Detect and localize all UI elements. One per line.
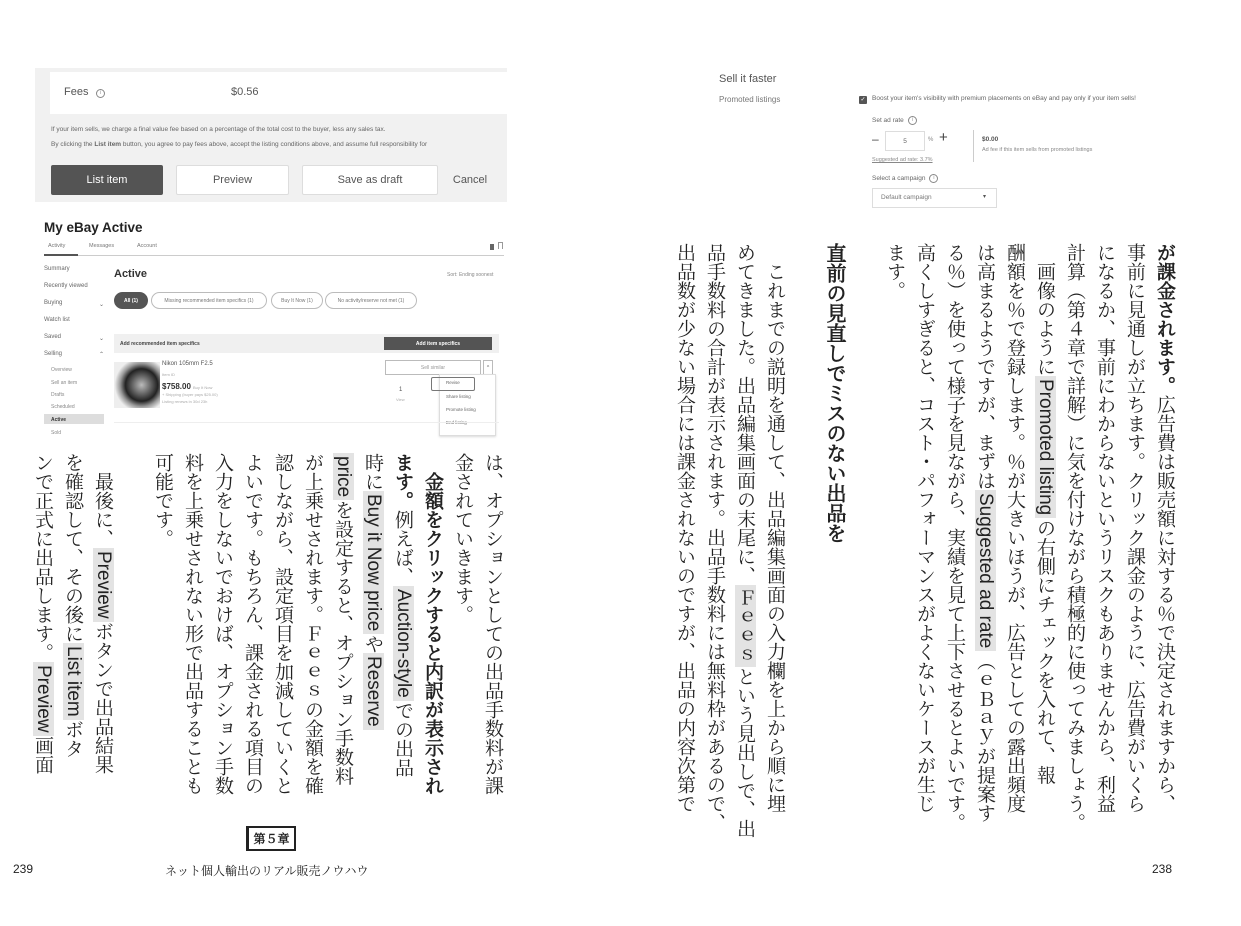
banner-text: Add recommended item specifics xyxy=(120,341,200,347)
text-run: を確認して、その後に xyxy=(62,453,84,643)
tab-messages[interactable]: Messages xyxy=(89,243,115,249)
text-run: 入力をしないでおけば、オプション手数 xyxy=(212,453,234,795)
text-column xyxy=(910,243,940,813)
text-column xyxy=(118,453,148,783)
campaign-select[interactable] xyxy=(872,188,997,208)
text-column xyxy=(970,243,1000,823)
text-run xyxy=(422,453,444,472)
recommended-specifics-banner xyxy=(114,334,499,353)
text-run: 例えば、 xyxy=(392,510,414,586)
text-run: 料を上乗せされない形で出品することも xyxy=(182,453,204,795)
text-column xyxy=(760,243,790,813)
tab-divider xyxy=(44,255,504,256)
promoted-listings-label: Promoted listings xyxy=(719,95,781,104)
cancel-button[interactable]: Cancel xyxy=(452,174,488,186)
menu-item-end-listing[interactable]: End listing xyxy=(446,420,467,425)
fees-label: Fees xyxy=(64,86,89,98)
tab-account[interactable]: Account xyxy=(137,243,157,249)
text-run: での出品 xyxy=(392,700,414,777)
list-item-button[interactable]: List item xyxy=(51,165,163,195)
ui-term-highlight: Reserve xyxy=(363,653,384,730)
text-run: ンで正式に出品します。 xyxy=(32,453,54,662)
text-run: や xyxy=(362,634,384,654)
bold-emphasis: が課金されます。 xyxy=(1154,243,1176,395)
section-heading: Active xyxy=(114,268,148,280)
running-title: ネット個人輸出のリアル販売ノウハウ xyxy=(165,864,369,878)
text-column xyxy=(790,243,820,791)
text-run: が上乗せされます。Ｆｅｅｓの金額を確 xyxy=(302,453,324,795)
text-column xyxy=(58,453,88,783)
text-run: 高くしすぎると、コスト・パフォーマンスがよくないケースが生じ xyxy=(914,243,936,813)
sort-dropdown[interactable]: Sort: Ending soonest xyxy=(447,272,494,278)
text-run: 認しながら、設定項目を加減していくと xyxy=(272,453,294,795)
text-column xyxy=(328,453,358,786)
listing-fees-screenshot xyxy=(35,68,507,202)
tab-activity[interactable]: Activity xyxy=(48,243,66,249)
ad-rate-label xyxy=(872,116,917,125)
text-column xyxy=(298,453,328,795)
promoted-listings-screenshot xyxy=(705,68,1195,218)
text-run: ます。 xyxy=(884,243,906,300)
sidebar-item-saved[interactable]: Saved xyxy=(44,334,62,340)
save-draft-button[interactable]: Save as draft xyxy=(302,165,438,195)
text-column xyxy=(148,453,178,783)
chevron-down-icon[interactable]: ⌄ xyxy=(99,336,105,342)
chevron-up-icon[interactable]: ⌃ xyxy=(99,352,105,358)
text-column xyxy=(88,453,118,783)
text-column xyxy=(1030,243,1060,791)
notice-bold: List item xyxy=(94,141,122,148)
text-column xyxy=(670,243,700,813)
text-run: になるか、事前にわからないというリスクもありませんから、利益 xyxy=(1094,243,1116,813)
ui-term-highlight: Buy it Now price xyxy=(363,491,384,634)
text-column xyxy=(880,243,910,791)
text-column xyxy=(1120,243,1150,813)
bold-emphasis: ます。 xyxy=(392,453,414,510)
fee-notice: If your item sells, we charge a final value fee based on a percentage of the total cost to the buyer, less any sales tax. xyxy=(51,126,386,133)
text-run: 計算（第４章で詳解）に気を付けながら積極的に使ってみましょう。 xyxy=(1064,243,1086,832)
info-icon[interactable]: i xyxy=(929,174,938,183)
menu-item-promote-listing[interactable]: Promote listing xyxy=(446,407,476,412)
item-format: Buy It Now xyxy=(193,385,213,390)
text-run: 金されていきます。 xyxy=(452,453,474,624)
text-run: 事前に見通しが立ちます。クリック課金のように、広告費がいくら xyxy=(1124,243,1146,813)
campaign-value: Default campaign xyxy=(881,194,932,201)
divider xyxy=(973,130,974,162)
text-column xyxy=(1060,243,1090,832)
promoted-checkbox[interactable]: ✓ xyxy=(860,97,866,103)
ui-term-highlight: List item xyxy=(63,643,84,720)
ad-rate-label-text: Set ad rate xyxy=(872,117,904,125)
sidebar-item-selling[interactable]: Selling xyxy=(44,351,63,357)
ui-term-highlight: Ｆｅｅｓ xyxy=(735,585,756,667)
sidebar-subitem-overview[interactable]: Overview xyxy=(51,367,72,373)
campaign-label-text: Select a campaign xyxy=(872,175,926,183)
sidebar-subitem-scheduled[interactable]: Scheduled xyxy=(51,404,75,410)
ad-rate-input[interactable]: 5 xyxy=(885,131,925,151)
text-column xyxy=(178,453,208,795)
item-price: $758.00 xyxy=(162,382,191,391)
text-run: よいです。もちろん、課金される項目の xyxy=(242,453,264,795)
text-run: の右側にチェックを入れて、報 xyxy=(1034,518,1056,785)
text-run: 画像のように xyxy=(1034,243,1056,376)
text-run: という見出しで、出 xyxy=(734,667,756,838)
suggested-ad-rate-link[interactable]: Suggested ad rate: 3.7% xyxy=(872,157,933,163)
text-column xyxy=(1150,243,1180,813)
text-column xyxy=(448,453,478,783)
row-divider xyxy=(114,422,499,423)
sidebar-item-watch-list[interactable]: Watch list xyxy=(44,317,70,323)
item-shipping: + Shipping (buyer pays $25.00) xyxy=(162,392,218,397)
right-page-body-text xyxy=(674,243,1180,838)
text-run: 最後に、 xyxy=(92,453,114,548)
fees-card xyxy=(50,72,507,114)
decrease-button[interactable]: – xyxy=(872,132,879,146)
menu-item-revise[interactable]: Revise xyxy=(446,380,460,385)
active-tab-indicator xyxy=(44,254,78,256)
text-column xyxy=(478,453,508,795)
preview-button[interactable]: Preview xyxy=(176,165,289,195)
sidebar-item-recently-viewed[interactable]: Recently viewed xyxy=(44,283,88,289)
sidebar-subitem-sell-an-item[interactable]: Sell an item xyxy=(51,380,78,386)
text-run: （ｅＢａｙが提案す xyxy=(974,651,996,823)
add-item-specifics-button[interactable]: Add item specifics xyxy=(384,337,492,350)
left-page-body-text xyxy=(30,453,508,795)
text-run: 広告費は販売額に対する％で決定されますから、 xyxy=(1154,395,1176,813)
text-column xyxy=(730,243,760,838)
text-column xyxy=(1000,243,1030,813)
text-run: は高まるようですが、まずは xyxy=(974,243,996,490)
filter-chip-all[interactable]: All (1) xyxy=(114,292,148,309)
chevron-up-icon[interactable]: ^ xyxy=(483,360,493,375)
ui-term-highlight: Preview xyxy=(33,662,54,736)
text-run: 時に xyxy=(362,453,384,491)
text-column xyxy=(850,243,880,791)
text-run: ボタンで出品結果 xyxy=(92,621,114,774)
text-run: これまでの説明を通して、出品編集画面の入力欄を上から順に埋 xyxy=(764,243,786,813)
my-ebay-active-screenshot xyxy=(35,215,507,445)
text-run: は、オプションとしての出品手数料が課 xyxy=(482,453,504,795)
checkbox-text: Boost your item's visibility with premium placements on eBay and pay only if your item sells! xyxy=(872,95,1136,102)
sell-similar-button[interactable]: Sell similar xyxy=(385,360,481,375)
filter-chip-missing-specifics[interactable]: Missing recommended item specifics (1) xyxy=(151,292,267,309)
text-column xyxy=(238,453,268,795)
ad-fee-description: Ad fee if this item sells from promoted listings xyxy=(982,147,1093,153)
text-column xyxy=(358,453,388,783)
info-icon[interactable]: i xyxy=(96,89,105,98)
views-label: View xyxy=(396,397,405,402)
agreement-notice xyxy=(51,141,507,148)
text-run: ボタ xyxy=(62,719,84,758)
sidebar-subitem-drafts[interactable]: Drafts xyxy=(51,392,65,398)
sidebar-item-buying[interactable]: Buying xyxy=(44,300,63,306)
item-id: Item ID xyxy=(162,372,175,377)
text-column xyxy=(388,453,418,783)
section-title: Sell it faster xyxy=(719,73,777,85)
increase-button[interactable]: + xyxy=(939,129,948,146)
actions-menu xyxy=(439,374,496,436)
bookmark-icon[interactable] xyxy=(498,242,503,249)
item-title[interactable]: Nikon 105mm F2.5 xyxy=(162,361,213,367)
ad-fee-amount: $0.00 xyxy=(982,136,999,143)
menu-item-share-listing[interactable]: Share listing xyxy=(446,394,471,399)
ui-term-highlight: Preview xyxy=(93,548,114,622)
bold-emphasis: 金額をクリックすると内訳が表示され xyxy=(422,472,444,795)
text-column xyxy=(268,453,298,795)
text-column xyxy=(820,243,850,791)
trash-icon[interactable] xyxy=(490,244,494,250)
text-run: めてきました。出品編集画面の末尾に、 xyxy=(734,243,756,585)
text-column xyxy=(700,243,730,832)
text-run: 画面 xyxy=(32,735,54,774)
right-page-number: 238 xyxy=(1152,862,1173,876)
text-column xyxy=(208,453,238,795)
left-page-number: 239 xyxy=(13,862,34,876)
campaign-label xyxy=(872,174,938,183)
filter-chip-buy-it-now[interactable]: Buy It Now (1) xyxy=(271,292,323,309)
notice-text: By clicking the xyxy=(51,141,95,148)
item-thumbnail[interactable] xyxy=(114,362,160,408)
sidebar-subitem-active[interactable]: Active xyxy=(51,417,67,423)
text-column xyxy=(28,453,58,783)
text-column xyxy=(940,243,970,832)
filter-chip-no-activity[interactable]: No activity/reserve not met (1) xyxy=(325,292,417,309)
chevron-down-icon[interactable]: ⌄ xyxy=(99,302,105,308)
chapter-badge: 第５章 xyxy=(246,826,296,851)
fees-value: $0.56 xyxy=(231,86,259,98)
sidebar-item-summary[interactable]: Summary xyxy=(44,266,70,272)
views-count: 1 xyxy=(399,387,403,393)
text-column xyxy=(1090,243,1120,813)
percent-sign: % xyxy=(928,137,934,143)
ui-term-highlight: Promoted listing xyxy=(1035,376,1056,518)
info-icon[interactable]: i xyxy=(908,116,917,125)
page-title: My eBay Active xyxy=(44,220,143,235)
text-run: 酬額を％で登録します。％が大きいほうが、広告としての露出頻度 xyxy=(1004,243,1026,813)
ui-term-highlight: price xyxy=(333,453,354,500)
sidebar-subitem-sold[interactable]: Sold xyxy=(51,430,62,436)
text-run: 可能です。 xyxy=(152,453,174,548)
text-run: 品手数料の合計が表示されます。出品手数料には無料枠があるので、 xyxy=(704,243,726,832)
text-run: 出品数が少ない場合には課金されないのですが、出品の内容次第で xyxy=(674,243,696,813)
text-column xyxy=(418,453,448,795)
notice-text: button, you agree to pay fees above, accept the listing conditions above, and assume full responsibility for xyxy=(121,141,428,148)
ui-term-highlight: Auction-style xyxy=(393,586,414,701)
text-run: る％）を使って様子を見ながら、実績を見て上下させるとよいです。 xyxy=(944,243,966,832)
section-heading: 直前の見直しでミスのない出品を xyxy=(823,243,847,543)
caret-down-icon: ▾ xyxy=(983,194,987,200)
text-run: を設定すると、オプション手数料 xyxy=(332,500,354,786)
ui-term-highlight: Suggested ad rate xyxy=(975,490,996,651)
item-ends: Listing renews in 30d 23h xyxy=(162,399,208,404)
